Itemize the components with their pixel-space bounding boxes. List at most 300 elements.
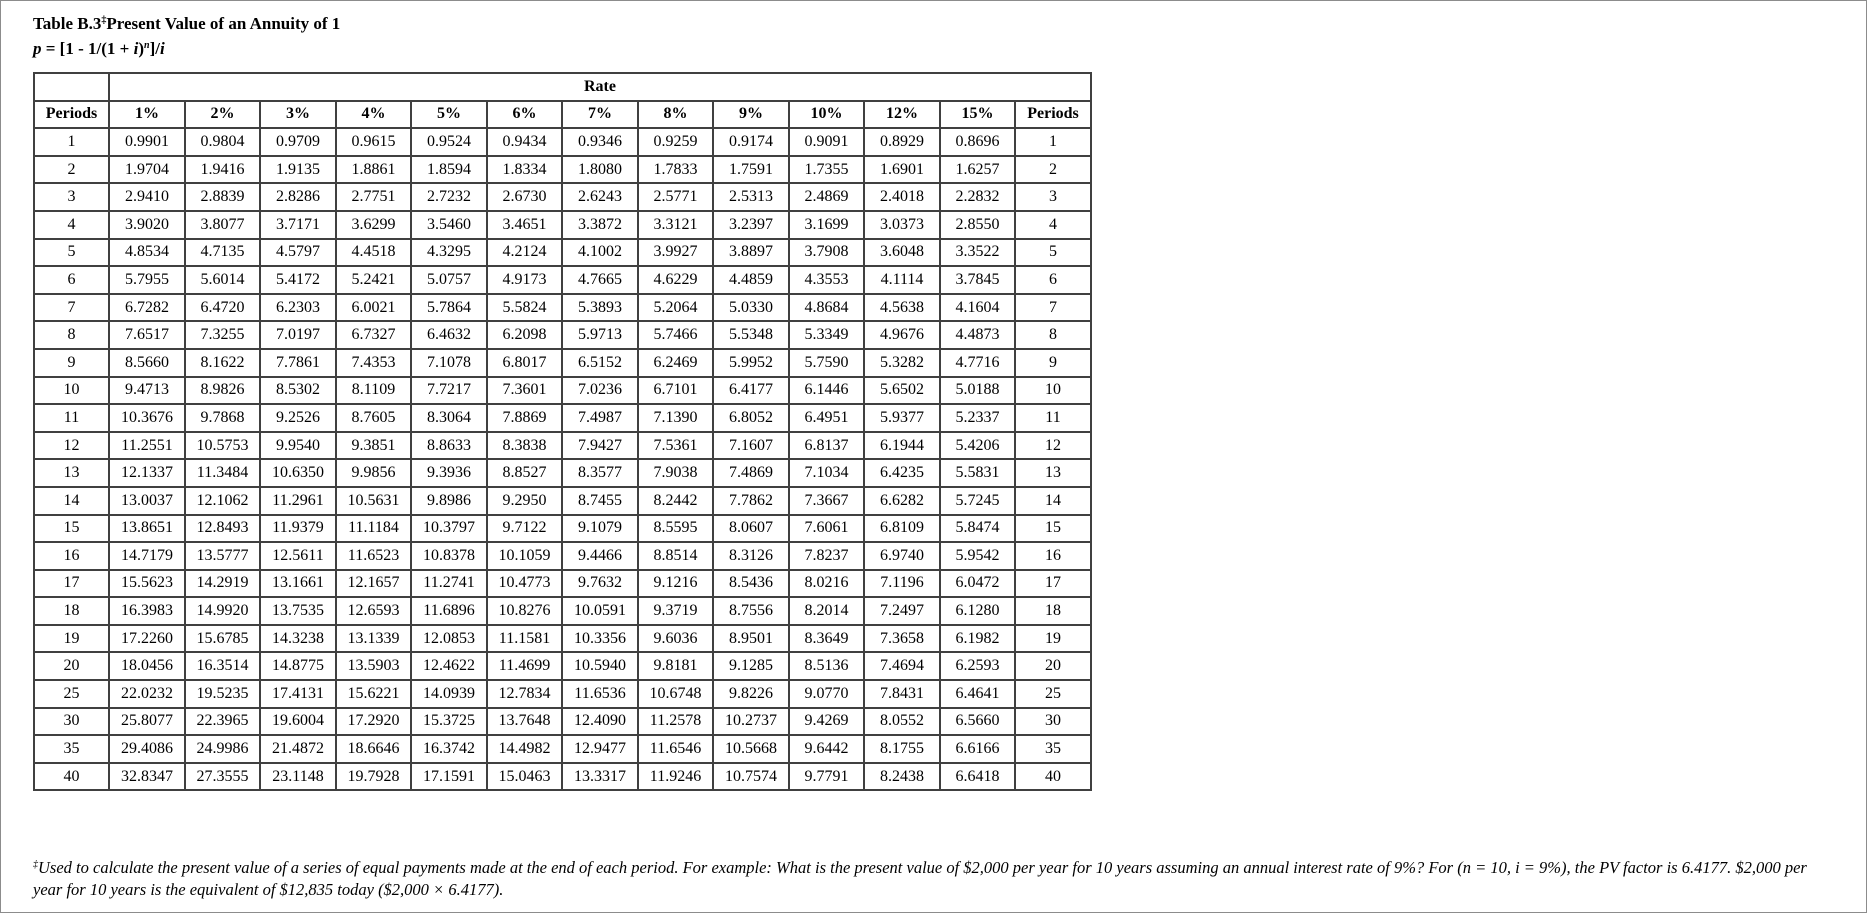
period-cell-left: 16	[34, 542, 109, 570]
value-cell: 1.7833	[638, 156, 713, 184]
value-cell: 18.6646	[336, 735, 411, 763]
value-cell: 5.9713	[562, 321, 638, 349]
table-title-label: Table B.3	[33, 14, 102, 33]
value-cell: 6.2303	[260, 294, 336, 322]
value-cell: 10.6350	[260, 459, 336, 487]
value-cell: 2.9410	[109, 183, 185, 211]
value-cell: 3.5460	[411, 211, 487, 239]
value-cell: 9.4269	[789, 708, 864, 736]
table-row	[34, 156, 1091, 184]
value-cell: 11.2741	[411, 570, 487, 598]
period-cell-right: 18	[1015, 597, 1091, 625]
value-cell: 8.1109	[336, 377, 411, 405]
value-cell: 5.4172	[260, 266, 336, 294]
value-cell: 6.5660	[940, 708, 1015, 736]
period-cell-left: 9	[34, 349, 109, 377]
value-cell: 5.5831	[940, 459, 1015, 487]
period-cell-right: 40	[1015, 763, 1091, 791]
value-cell: 3.6048	[864, 239, 940, 267]
value-cell: 3.9020	[109, 211, 185, 239]
value-cell: 2.5771	[638, 183, 713, 211]
period-cell-right: 8	[1015, 321, 1091, 349]
table-row	[34, 128, 1091, 156]
value-cell: 5.0757	[411, 266, 487, 294]
value-cell: 3.4651	[487, 211, 562, 239]
period-cell-right: 19	[1015, 625, 1091, 653]
value-cell: 7.1390	[638, 404, 713, 432]
value-cell: 7.9038	[638, 459, 713, 487]
value-cell: 4.1002	[562, 239, 638, 267]
value-cell: 6.4632	[411, 321, 487, 349]
value-cell: 9.9856	[336, 459, 411, 487]
value-cell: 4.4518	[336, 239, 411, 267]
value-cell: 0.8696	[940, 128, 1015, 156]
value-cell: 11.6546	[638, 735, 713, 763]
value-cell: 7.1034	[789, 459, 864, 487]
table-title-text: Present Value of an Annuity of 1	[106, 14, 341, 33]
value-cell: 6.8052	[713, 404, 789, 432]
value-cell: 9.6442	[789, 735, 864, 763]
period-cell-left: 15	[34, 515, 109, 543]
value-cell: 4.7665	[562, 266, 638, 294]
value-cell: 3.8077	[185, 211, 260, 239]
table-row	[34, 763, 1091, 791]
value-cell: 12.4090	[562, 708, 638, 736]
value-cell: 8.5136	[789, 652, 864, 680]
value-cell: 13.1661	[260, 570, 336, 598]
periods-header-left: Periods	[34, 101, 109, 129]
value-cell: 6.1446	[789, 377, 864, 405]
value-cell: 7.1196	[864, 570, 940, 598]
value-cell: 24.9986	[185, 735, 260, 763]
rate-header: 3%	[260, 101, 336, 129]
value-cell: 10.7574	[713, 763, 789, 791]
value-cell: 15.0463	[487, 763, 562, 791]
value-cell: 1.9135	[260, 156, 336, 184]
value-cell: 2.6243	[562, 183, 638, 211]
period-cell-right: 5	[1015, 239, 1091, 267]
period-cell-left: 2	[34, 156, 109, 184]
value-cell: 1.8334	[487, 156, 562, 184]
value-cell: 7.0236	[562, 377, 638, 405]
value-cell: 16.3742	[411, 735, 487, 763]
value-cell: 13.3317	[562, 763, 638, 791]
value-cell: 12.1337	[109, 459, 185, 487]
value-cell: 7.6517	[109, 321, 185, 349]
value-cell: 7.3667	[789, 487, 864, 515]
value-cell: 1.9704	[109, 156, 185, 184]
value-cell: 6.8137	[789, 432, 864, 460]
table-row	[34, 515, 1091, 543]
value-cell: 14.2919	[185, 570, 260, 598]
value-cell: 8.0216	[789, 570, 864, 598]
value-cell: 6.7282	[109, 294, 185, 322]
value-cell: 10.4773	[487, 570, 562, 598]
period-cell-right: 4	[1015, 211, 1091, 239]
period-cell-right: 2	[1015, 156, 1091, 184]
value-cell: 8.0552	[864, 708, 940, 736]
value-cell: 4.7716	[940, 349, 1015, 377]
rate-header: 5%	[411, 101, 487, 129]
value-cell: 5.5824	[487, 294, 562, 322]
value-cell: 11.6523	[336, 542, 411, 570]
value-cell: 8.3126	[713, 542, 789, 570]
footnote-text: Used to calculate the present value of a series of equal payments made at the end of each period. For example: What is the present value of $2,000 per year for 10 years assuming an annual interest rate of 9%? For (n = 10, i = 9%), the PV factor is 6.4177. $2,000 per year for 10 years is the equivalent of $12,835 today ($2,000 × 6.4177).	[33, 858, 1807, 899]
value-cell: 7.7217	[411, 377, 487, 405]
value-cell: 6.8109	[864, 515, 940, 543]
value-cell: 4.3553	[789, 266, 864, 294]
rate-header: 8%	[638, 101, 713, 129]
value-cell: 21.4872	[260, 735, 336, 763]
table-row	[34, 487, 1091, 515]
value-cell: 10.6748	[638, 680, 713, 708]
rate-header: 10%	[789, 101, 864, 129]
value-cell: 9.8986	[411, 487, 487, 515]
value-cell: 8.7605	[336, 404, 411, 432]
value-cell: 8.2014	[789, 597, 864, 625]
value-cell: 6.2098	[487, 321, 562, 349]
value-cell: 2.6730	[487, 183, 562, 211]
value-cell: 6.6282	[864, 487, 940, 515]
value-cell: 12.9477	[562, 735, 638, 763]
value-cell: 5.6014	[185, 266, 260, 294]
value-cell: 8.8527	[487, 459, 562, 487]
value-cell: 17.4131	[260, 680, 336, 708]
annuity-formula	[33, 38, 165, 60]
value-cell: 8.5302	[260, 377, 336, 405]
value-cell: 8.5595	[638, 515, 713, 543]
table-row	[34, 459, 1091, 487]
value-cell: 12.8493	[185, 515, 260, 543]
value-cell: 11.6536	[562, 680, 638, 708]
value-cell: 5.4206	[940, 432, 1015, 460]
value-cell: 8.1755	[864, 735, 940, 763]
group-header-row	[34, 73, 1091, 101]
period-cell-left: 20	[34, 652, 109, 680]
table-row	[34, 294, 1091, 322]
value-cell: 7.7861	[260, 349, 336, 377]
value-cell: 7.8869	[487, 404, 562, 432]
value-cell: 3.6299	[336, 211, 411, 239]
value-cell: 4.1114	[864, 266, 940, 294]
footnote	[33, 857, 1833, 901]
value-cell: 6.2593	[940, 652, 1015, 680]
table-row	[34, 597, 1091, 625]
value-cell: 8.3838	[487, 432, 562, 460]
value-cell: 12.5611	[260, 542, 336, 570]
value-cell: 1.9416	[185, 156, 260, 184]
value-cell: 8.3577	[562, 459, 638, 487]
value-cell: 9.3936	[411, 459, 487, 487]
value-cell: 13.0037	[109, 487, 185, 515]
value-cell: 4.1604	[940, 294, 1015, 322]
formula-exponent: n	[144, 40, 150, 51]
value-cell: 10.2737	[713, 708, 789, 736]
value-cell: 8.7455	[562, 487, 638, 515]
value-cell: 8.9501	[713, 625, 789, 653]
period-cell-left: 17	[34, 570, 109, 598]
value-cell: 22.3965	[185, 708, 260, 736]
value-cell: 7.1078	[411, 349, 487, 377]
value-cell: 6.0021	[336, 294, 411, 322]
table-row	[34, 266, 1091, 294]
value-cell: 10.1059	[487, 542, 562, 570]
value-cell: 11.1184	[336, 515, 411, 543]
value-cell: 1.6901	[864, 156, 940, 184]
value-cell: 6.7327	[336, 321, 411, 349]
value-cell: 5.2337	[940, 404, 1015, 432]
table-row	[34, 183, 1091, 211]
value-cell: 5.6502	[864, 377, 940, 405]
value-cell: 9.1216	[638, 570, 713, 598]
value-cell: 4.5797	[260, 239, 336, 267]
value-cell: 23.1148	[260, 763, 336, 791]
value-cell: 5.0188	[940, 377, 1015, 405]
value-cell: 1.7355	[789, 156, 864, 184]
table-row	[34, 652, 1091, 680]
value-cell: 0.9174	[713, 128, 789, 156]
table-row	[34, 211, 1091, 239]
value-cell: 8.2442	[638, 487, 713, 515]
period-cell-right: 35	[1015, 735, 1091, 763]
value-cell: 3.7908	[789, 239, 864, 267]
value-cell: 9.8226	[713, 680, 789, 708]
rate-group-header: Rate	[109, 73, 1091, 101]
period-cell-right: 3	[1015, 183, 1091, 211]
value-cell: 2.8550	[940, 211, 1015, 239]
value-cell: 5.3893	[562, 294, 638, 322]
value-cell: 9.3719	[638, 597, 713, 625]
value-cell: 17.1591	[411, 763, 487, 791]
period-cell-right: 17	[1015, 570, 1091, 598]
value-cell: 10.3797	[411, 515, 487, 543]
value-cell: 3.1699	[789, 211, 864, 239]
rate-header: 4%	[336, 101, 411, 129]
value-cell: 0.8929	[864, 128, 940, 156]
rate-header: 6%	[487, 101, 562, 129]
value-cell: 6.1280	[940, 597, 1015, 625]
value-cell: 12.6593	[336, 597, 411, 625]
value-cell: 6.0472	[940, 570, 1015, 598]
value-cell: 9.4466	[562, 542, 638, 570]
value-cell: 9.7868	[185, 404, 260, 432]
value-cell: 5.3282	[864, 349, 940, 377]
period-cell-left: 30	[34, 708, 109, 736]
table-row	[34, 735, 1091, 763]
value-cell: 3.7171	[260, 211, 336, 239]
value-cell: 11.2578	[638, 708, 713, 736]
value-cell: 8.7556	[713, 597, 789, 625]
period-cell-right: 14	[1015, 487, 1091, 515]
value-cell: 7.3255	[185, 321, 260, 349]
annuity-table	[33, 72, 1092, 791]
value-cell: 4.6229	[638, 266, 713, 294]
value-cell: 5.7245	[940, 487, 1015, 515]
value-cell: 4.4873	[940, 321, 1015, 349]
value-cell: 15.3725	[411, 708, 487, 736]
period-cell-left: 8	[34, 321, 109, 349]
value-cell: 8.9826	[185, 377, 260, 405]
rate-header: 1%	[109, 101, 185, 129]
value-cell: 18.0456	[109, 652, 185, 680]
table-row	[34, 432, 1091, 460]
formula-close: )	[138, 39, 144, 58]
value-cell: 5.2064	[638, 294, 713, 322]
table-row	[34, 542, 1091, 570]
value-cell: 7.3601	[487, 377, 562, 405]
value-cell: 13.5903	[336, 652, 411, 680]
value-cell: 11.6896	[411, 597, 487, 625]
value-cell: 6.8017	[487, 349, 562, 377]
column-header-row	[34, 101, 1091, 129]
value-cell: 13.5777	[185, 542, 260, 570]
value-cell: 12.4622	[411, 652, 487, 680]
value-cell: 8.0607	[713, 515, 789, 543]
table-row	[34, 680, 1091, 708]
value-cell: 4.2124	[487, 239, 562, 267]
footnote-marker: ‡	[33, 859, 38, 870]
value-cell: 3.3522	[940, 239, 1015, 267]
period-cell-left: 35	[34, 735, 109, 763]
period-cell-right: 25	[1015, 680, 1091, 708]
value-cell: 9.1285	[713, 652, 789, 680]
rate-header: 12%	[864, 101, 940, 129]
value-cell: 4.3295	[411, 239, 487, 267]
title-footnote-marker: ‡	[101, 15, 107, 26]
value-cell: 10.3676	[109, 404, 185, 432]
period-cell-right: 13	[1015, 459, 1091, 487]
value-cell: 7.0197	[260, 321, 336, 349]
period-cell-right: 16	[1015, 542, 1091, 570]
period-cell-left: 25	[34, 680, 109, 708]
value-cell: 5.2421	[336, 266, 411, 294]
value-cell: 9.7791	[789, 763, 864, 791]
value-cell: 12.1657	[336, 570, 411, 598]
table-row	[34, 570, 1091, 598]
value-cell: 7.7862	[713, 487, 789, 515]
value-cell: 22.0232	[109, 680, 185, 708]
value-cell: 5.9952	[713, 349, 789, 377]
value-cell: 10.8276	[487, 597, 562, 625]
value-cell: 3.7845	[940, 266, 1015, 294]
header-blank-cell	[34, 73, 109, 101]
value-cell: 19.5235	[185, 680, 260, 708]
value-cell: 8.8633	[411, 432, 487, 460]
value-cell: 10.5753	[185, 432, 260, 460]
value-cell: 4.8684	[789, 294, 864, 322]
value-cell: 6.4641	[940, 680, 1015, 708]
period-cell-right: 20	[1015, 652, 1091, 680]
value-cell: 27.3555	[185, 763, 260, 791]
formula-i-second: i	[159, 39, 165, 58]
value-cell: 2.2832	[940, 183, 1015, 211]
value-cell: 2.4018	[864, 183, 940, 211]
period-cell-right: 6	[1015, 266, 1091, 294]
rate-header: 9%	[713, 101, 789, 129]
period-cell-right: 7	[1015, 294, 1091, 322]
value-cell: 9.8181	[638, 652, 713, 680]
rate-header: 2%	[185, 101, 260, 129]
table-row	[34, 625, 1091, 653]
value-cell: 6.2469	[638, 349, 713, 377]
value-cell: 32.8347	[109, 763, 185, 791]
value-cell: 12.7834	[487, 680, 562, 708]
value-cell: 10.3356	[562, 625, 638, 653]
rate-header: 7%	[562, 101, 638, 129]
value-cell: 1.8861	[336, 156, 411, 184]
value-cell: 4.8534	[109, 239, 185, 267]
period-cell-left: 1	[34, 128, 109, 156]
value-cell: 4.7135	[185, 239, 260, 267]
table-row	[34, 349, 1091, 377]
table-body	[34, 128, 1091, 790]
value-cell: 6.4235	[864, 459, 940, 487]
value-cell: 5.9542	[940, 542, 1015, 570]
value-cell: 8.3064	[411, 404, 487, 432]
period-cell-left: 18	[34, 597, 109, 625]
table-row	[34, 321, 1091, 349]
period-cell-left: 7	[34, 294, 109, 322]
value-cell: 7.8237	[789, 542, 864, 570]
value-cell: 10.5631	[336, 487, 411, 515]
value-cell: 17.2920	[336, 708, 411, 736]
value-cell: 3.8897	[713, 239, 789, 267]
period-cell-left: 14	[34, 487, 109, 515]
period-cell-left: 10	[34, 377, 109, 405]
table-row	[34, 404, 1091, 432]
value-cell: 9.3851	[336, 432, 411, 460]
period-cell-left: 4	[34, 211, 109, 239]
value-cell: 6.1944	[864, 432, 940, 460]
value-cell: 0.9524	[411, 128, 487, 156]
value-cell: 5.7864	[411, 294, 487, 322]
value-cell: 4.5638	[864, 294, 940, 322]
value-cell: 3.9927	[638, 239, 713, 267]
value-cell: 13.7648	[487, 708, 562, 736]
period-cell-right: 30	[1015, 708, 1091, 736]
value-cell: 7.3658	[864, 625, 940, 653]
value-cell: 7.8431	[864, 680, 940, 708]
value-cell: 0.9615	[336, 128, 411, 156]
value-cell: 14.4982	[487, 735, 562, 763]
value-cell: 5.5348	[713, 321, 789, 349]
value-cell: 11.1581	[487, 625, 562, 653]
table-row	[34, 708, 1091, 736]
value-cell: 15.6785	[185, 625, 260, 653]
value-cell: 14.0939	[411, 680, 487, 708]
value-cell: 5.7590	[789, 349, 864, 377]
value-cell: 11.9246	[638, 763, 713, 791]
value-cell: 6.4177	[713, 377, 789, 405]
value-cell: 5.8474	[940, 515, 1015, 543]
table-row	[34, 377, 1091, 405]
value-cell: 12.1062	[185, 487, 260, 515]
value-cell: 4.9676	[864, 321, 940, 349]
value-cell: 7.4987	[562, 404, 638, 432]
value-cell: 8.5436	[713, 570, 789, 598]
value-cell: 14.8775	[260, 652, 336, 680]
value-cell: 13.1339	[336, 625, 411, 653]
value-cell: 6.9740	[864, 542, 940, 570]
value-cell: 1.7591	[713, 156, 789, 184]
value-cell: 5.7466	[638, 321, 713, 349]
value-cell: 11.9379	[260, 515, 336, 543]
value-cell: 4.4859	[713, 266, 789, 294]
period-cell-right: 9	[1015, 349, 1091, 377]
value-cell: 9.4713	[109, 377, 185, 405]
value-cell: 2.7232	[411, 183, 487, 211]
formula-lhs: p	[33, 39, 42, 58]
